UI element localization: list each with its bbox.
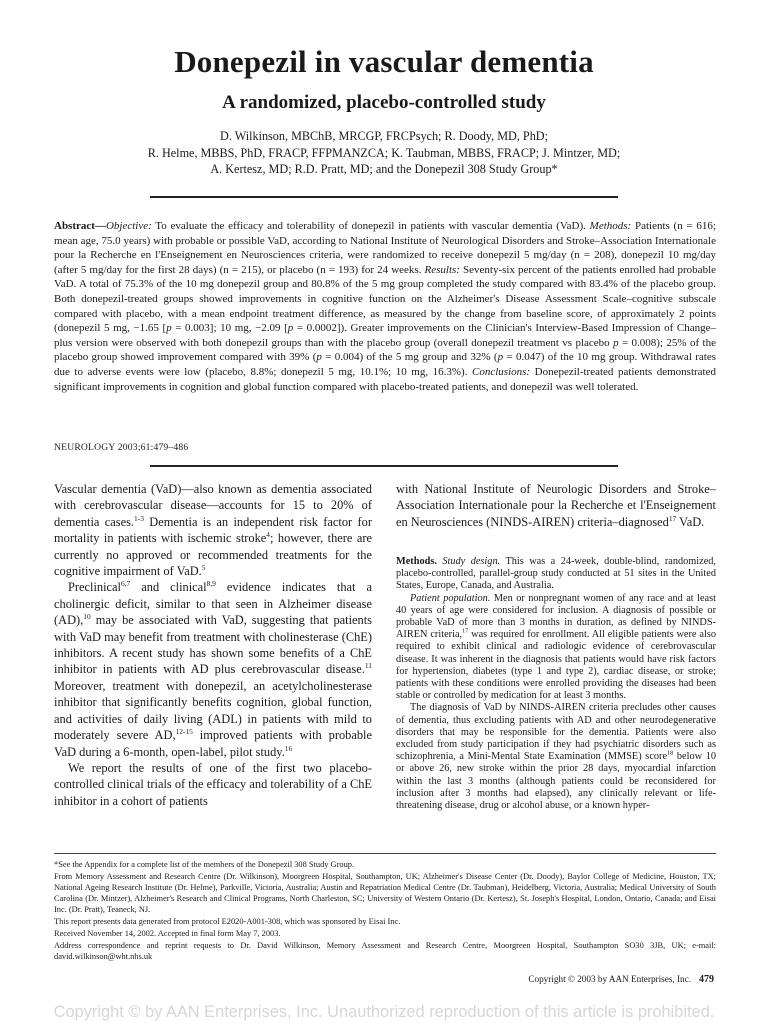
body-paragraph xyxy=(54,579,372,759)
footnotes xyxy=(54,859,716,963)
reference-superscript: 17 xyxy=(462,627,469,635)
text-run: evidence indicates that a cholinergic deficit, similar to that seen in Alzheimer disease (AD), xyxy=(54,580,372,628)
methods-label: Methods: xyxy=(589,220,632,232)
abstract xyxy=(54,219,716,394)
reference-superscript: 17 xyxy=(668,513,677,523)
text-run: Vascular dementia (VaD)—also known as dementia associated with cerebrovascular disease—accounts for 15 to 20% of dementia cases. xyxy=(54,482,372,529)
conclusions-text: Donepezil-treated patients demonstrated significant improvements in cognition and global function compared with placebo-treated patients, and donepezil was well tolerated. xyxy=(54,365,716,393)
results-text: = 0.047) of the 10 mg group. Withdrawal rates due to adverse events were low (placebo, 8.8%; donepezil 5 mg, 10.1%; 10 mg, 16.3%). xyxy=(54,351,716,378)
page-number: 479 xyxy=(699,974,714,985)
p-symbol: p xyxy=(166,322,172,335)
text-run: Dementia is an independent risk factor for mortality in patients with ischemic stroke xyxy=(54,514,372,546)
text-run: This was a 24-week, double-blind, randomized, placebo-controlled, parallel-group study conducted at 51 sites in the United States, Europe, Canada, and Australia. xyxy=(396,556,717,592)
text-run: below 10 or above 26, new stroke within the prior 28 days, myocardial infarction within the last 3 months (although patients could be reconsidered for inclusion after 3 months had elapsed), any clinically relevant or life-threatening disease, drug or alcohol abuse, or a known hyper- xyxy=(396,751,717,812)
p-symbol: p xyxy=(316,351,322,364)
article-subtitle: A randomized, placebo-controlled study xyxy=(222,92,546,113)
methods-section xyxy=(396,556,716,812)
footnote-divider xyxy=(54,853,716,854)
abstract-divider xyxy=(150,465,618,467)
footnote: *See the Appendix for a complete list of the members of the Donepezil 308 Study Group. xyxy=(54,860,355,869)
text-run: The diagnosis of VaD by NINDS-AIREN criteria precludes other causes of dementia, thus excluding patients with AD and other neurodegenerative disorders that may be responsible for the dementia. Patients were also excluded from study participation if they had psychiatric disorders such as schizophrenia, a Mini-Mental State Examination (MMSE) score xyxy=(396,702,716,763)
results-text: = 0.003]; 10 mg, −2.09 [ xyxy=(171,322,288,335)
text-run: Moreover, treatment with donepezil, an acetylcholinesterase inhibitor that significantly benefits cognition, global function, and activities of daily living (ADL) in patients with mild to moderately severe AD, xyxy=(54,678,372,743)
author-line: A. Kertesz, MD; R.D. Pratt, MD; and the Donepezil 308 Study Group* xyxy=(210,162,558,176)
copyright-text: Copyright © 2003 by AAN Enterprises, Inc. xyxy=(528,974,691,984)
conclusions-label: Conclusions: xyxy=(472,365,531,378)
text-run: ; however, there are currently no approved or recommended treatments for the cognitive impairment of VaD. xyxy=(54,531,372,579)
journal-citation: NEUROLOGY 2003;61:479–486 xyxy=(54,442,189,453)
p-symbol: p xyxy=(497,351,504,364)
results-text: Seventy-six percent of the patients enrolled had probable VaD. A total of 75.3% of the 10 mg donepezil group and 80.8% of the 5 mg group completed the study compared with 83.4% of the placebo group. Both donepezil-treated groups showed improvements in cognitive function on the Alzheimer's Disease Assessment Scale–cognitive subscale compared with placebo, with a mean endpoint treatment difference, as measured by the change from baseline score, of approximately 2 points (donepezil 5 mg, −1.65 [ xyxy=(54,263,717,335)
body-paragraph xyxy=(396,556,716,593)
text-run: and clinical xyxy=(130,580,207,595)
watermark: Copyright © by AAN Enterprises, Inc. Unauthorized reproduction of this article is prohibited. xyxy=(53,1003,715,1021)
text-run: VaD. xyxy=(676,514,705,529)
copyright-line xyxy=(528,974,714,985)
reference-superscript: 16 xyxy=(284,743,293,753)
article-title: Donepezil in vascular dementia xyxy=(174,44,594,79)
text-run: with National Institute of Neurologic Disorders and Stroke–Association Internationale pour la Recherche et l'Enseignement en Neurosciences (NINDS-AIREN) criteria–diagnosed xyxy=(396,482,716,529)
reference-superscript: 4 xyxy=(266,530,270,540)
author-line: R. Helme, MBBS, PhD, FRACP, FFPMANZCA; K. Taubman, MBBS, FRACP; J. Mintzer, MD; xyxy=(147,145,621,160)
subheading-patient-population: Patient population. xyxy=(410,592,491,604)
objective-label: Objective: xyxy=(105,220,152,232)
methods-text: Patients (n = 616; mean age, 75.0 years) with probable or possible VaD, according to National Institute of Neurological Disorders and Stroke–Association Internationale pour la Recherche en l'Enseignement en Neurosciences criteria, were randomized to receive donepezil 5 mg/day (n = 208), donepezil 10 mg/day (after 5 mg/day for the first 28 days) (n = 215), or placebo (n = 193) for 24 weeks. xyxy=(54,220,716,276)
text-run: Men or nonpregnant women of any race and at least 40 years of age were considered for inclusion. A diagnosis of possible or probable VaD of more than 3 months in duration, as defined by NINDS-AIREN criteria, xyxy=(396,592,716,641)
subheading-study-design: Study design. xyxy=(442,556,501,567)
footnote: Received November 14, 2002. Accepted in final form May 7, 2003. xyxy=(54,929,281,938)
p-symbol: p xyxy=(613,336,619,349)
author-list xyxy=(60,128,708,178)
title-divider xyxy=(150,196,618,198)
results-text: = 0.0002]). Greater improvements on the Clinician's Interview-Based Impression of Change–plus version were observed with both donepezil groups than with the placebo group (overall donepezil treatment vs placebo xyxy=(54,322,716,349)
reference-superscript: 1-3 xyxy=(134,513,144,523)
footnote: From Memory Assessment and Research Centre (Dr. Wilkinson), Moorgreen Hospital, Southampton, UK; Alzheimer's Disease Center (Dr. Doody), Baylor College of Medicine, Houston, TX; National Ageing Research Institute (Dr. Helme), Parkville, Victoria, Australia; Austin and Repatriation Medical Centre (Dr. Taubman), Heidelberg, Victoria, Australia; Medical University of South Carolina (Dr. Mintzer), Alzheimer's Research and Clinical Programs, North Charleston, SC; University of Western Ontario (Dr. Kertesz), St. Joseph's Hospital, London, Ontario, Canada; and Eisai Inc. (Dr. Pratt), Teaneck, NJ. xyxy=(54,872,716,914)
reference-superscript: 11 xyxy=(364,661,372,671)
text-run: may be associated with VaD, suggesting that patients with VaD may benefit from treatment with cholinesterase (ChE) inhibitors. A recent study has shown some benefits of a ChE inhibitor in patients with AD plus cerebrovascular disease. xyxy=(54,613,372,677)
text-run: was required for enrollment. All eligible patients were also required to exhibit clinical and radiologic evidence of cerebrovascular disease. It was inherent in the diagnosis that patients would have risk factors for hypertension, diabetes (type 1 and type 2), cardiac disease, or stroke; patients with these conditions were enrolled providing the diseases had been stable or controlled by medication for at least 3 months. xyxy=(396,629,716,702)
body-paragraph xyxy=(396,702,716,812)
reference-superscript: 6,7 xyxy=(120,579,131,589)
footnote: Address correspondence and reprint requests to Dr. David Wilkinson, Memory Assessment and Research Centre, Moorgreen Hospital, Southampton SO30 3JB, UK; e-mail: david.wilkinson@wht.nhs.uk xyxy=(54,941,716,961)
right-column-intro xyxy=(396,481,716,530)
body-paragraph xyxy=(54,481,372,579)
results-label: Results: xyxy=(424,263,460,276)
reference-superscript: 8,9 xyxy=(206,579,216,589)
reference-superscript: 10 xyxy=(83,612,91,622)
reference-superscript: 12-15 xyxy=(175,726,193,736)
results-text: = 0.008); 25% of the placebo group showed improvement compared with 39% ( xyxy=(54,336,716,364)
text-run: Preclinical xyxy=(68,580,121,595)
body-paragraph xyxy=(396,593,716,703)
left-column xyxy=(54,481,372,809)
author-line: D. Wilkinson, MBChB, MRCGP, FRCPsych; R. Doody, MD, PhD; xyxy=(220,129,548,143)
results-text: = 0.004) of the 5 mg group and 32% ( xyxy=(321,351,498,364)
objective-text: To evaluate the efficacy and tolerability of donepezil in patients with vascular dementia (VaD). xyxy=(151,220,590,232)
p-symbol: p xyxy=(287,322,294,335)
methods-heading: Methods. xyxy=(396,556,437,567)
reference-superscript: 5 xyxy=(201,562,206,572)
reference-superscript: 18 xyxy=(667,749,674,757)
footnote: This report presents data generated from protocol E2020-A001-308, which was sponsored by Eisai Inc. xyxy=(54,917,401,926)
body-paragraph: We report the results of one of the first two placebo-controlled clinical trials of the efficacy and tolerability of a ChE inhibitor in a cohort of patients xyxy=(54,760,372,808)
text-run: improved patients with probable VaD during a 6-month, open-label, pilot study. xyxy=(54,728,372,759)
abstract-label: Abstract— xyxy=(54,220,106,232)
